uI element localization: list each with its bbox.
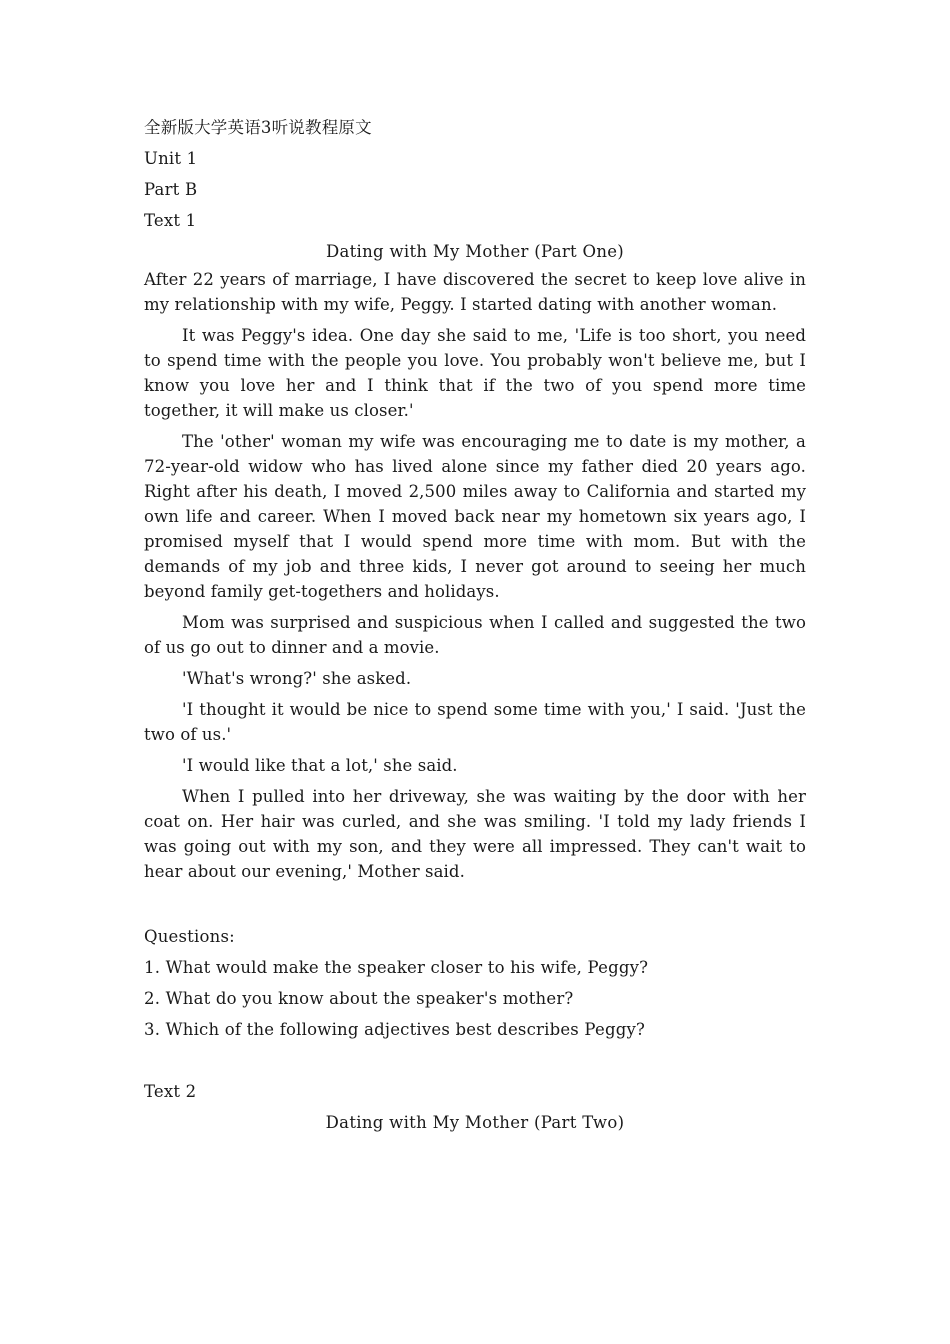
document-page [144, 112, 806, 1138]
text1-title: Dating with My Mother (Part One) [325, 242, 625, 261]
text2-title: Dating with My Mother (Part Two) [325, 1113, 625, 1132]
paragraph: 'I thought it would be nice to spend some time with you,' I said. 'Just the two of us.' [144, 700, 806, 744]
spacer [144, 890, 806, 921]
paragraph: Mom was surprised and suspicious when I called and suggested the two of us go out to dinner and a movie. [144, 613, 806, 657]
text1-label: Text 1 [144, 211, 197, 230]
question-item: 3. Which of the following adjectives best describes Peggy? [144, 1020, 646, 1039]
questions-heading: Questions: [144, 927, 235, 946]
question-item: 2. What do you know about the speaker's mother? [144, 989, 574, 1008]
paragraph: The 'other' woman my wife was encouraging me to date is my mother, a 72-year-old widow who has lived alone since my father died 20 years ago. Right after his death, I moved 2,500 miles away to California and started my own life and career. When I moved back near my hometown six years ago, I promised myself that I would spend more time with mom. But with the demands of my job and three kids, I never got around to seeing her much beyond family get-togethers and holidays. [144, 432, 806, 601]
text2-label: Text 2 [144, 1082, 197, 1101]
question-item: 1. What would make the speaker closer to his wife, Peggy? [144, 958, 649, 977]
document-title: 全新版大学英语3听说教程原文 [144, 118, 372, 137]
part-label: Part B [144, 180, 198, 199]
paragraph: 'What's wrong?' she asked. [182, 669, 412, 688]
paragraph: 'I would like that a lot,' she said. [182, 756, 458, 775]
paragraph: When I pulled into her driveway, she was waiting by the door with her coat on. Her hair was curled, and she was smiling. 'I told my lady friends I was going out with my son, and they were all impressed. They can't wait to hear about our evening,' Mother said. [144, 787, 806, 881]
unit-label: Unit 1 [144, 149, 198, 168]
paragraph: It was Peggy's idea. One day she said to me, 'Life is too short, you need to spend time with the people you love. You probably won't believe me, but I know you love her and I think that if the two of you spend more time together, it will make us closer.' [144, 326, 806, 420]
paragraph: After 22 years of marriage, I have discovered the secret to keep love alive in my relationship with my wife, Peggy. I started dating with another woman. [144, 270, 806, 314]
spacer [144, 1045, 806, 1076]
